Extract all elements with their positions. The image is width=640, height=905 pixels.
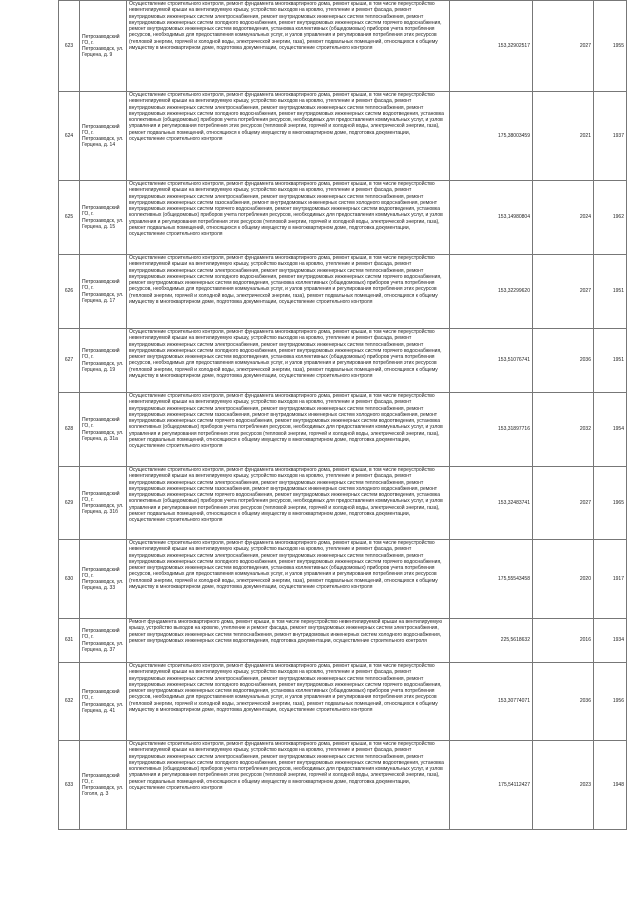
row-cost: 153,32902517 — [450, 1, 533, 92]
table-row — [59, 741, 627, 830]
row-works-cell — [127, 255, 450, 329]
row-address: Петрозаводский ГО, г. Петрозаводск, ул. Герцена, д. 31а — [80, 393, 127, 467]
row-address: Петрозаводский ГО, г. Петрозаводск, ул. Герцена, д. 33 — [80, 540, 127, 619]
document-page — [58, 0, 624, 830]
row-works: Осуществление строительного контроля, ремонт фундамента многоквартирного дома, ремонт крыши, в том числе переустройство невентилируемой крыши на вентилируемую крышу, устройство выходов на кровлю, утепление и ремонт фасада, ремонт внутридомовых инженерных систем электроснабжения, ремонт внутридомовых инженерных систем теплоснабжения, ремонт внутридомовых инженерных систем холодного водоснабжения, ремонт внутридомовых инженерных систем горячего водоснабжения, ремонт внутридомовых инженерных систем водоотведения, установка коллективных (общедомовых) приборов учета потребления ресурсов, необходимых для предоставления коммунальных услуг, и узлов управления и регулирования потребления этих ресурсов (тепловой энергии, горячей и холодной воды, электрической энергии, газа), ремонт подвальных помещений, относящихся к общему имуществу в многоквартирном доме, подготовка документации, осуществление строительного контроля — [129, 329, 442, 379]
row-built-year: 1937 — [594, 92, 627, 181]
row-works: Осуществление строительного контроля, ремонт фундамента многоквартирного дома, ремонт крыши, в том числе переустройство невентилируемой крыши на вентилируемую крышу, устройство выходов на кровлю, утепление и ремонт фасада, ремонт внутридомовых инженерных систем электроснабжения, ремонт внутридомовых инженерных систем теплоснабжения, ремонт внутридомовых инженерных систем газоснабжения, ремонт внутридомовых инженерных систем холодного водоснабжения, ремонт внутридомовых инженерных систем горячего водоснабжения, ремонт внутридомовых инженерных систем водоотведения, установка коллективных (общедомовых) приборов учета потребления ресурсов, необходимых для предоставления коммунальных услуг, и узлов управления и регулирования потребления этих ресурсов (тепловой энергии, горячей и холодной воды, электрической энергии, газа), ремонт подвальных помещений, относящихся к общему имуществу в многоквартирном доме, подготовка документации, осуществление строительного контроля — [129, 467, 443, 523]
row-works: Осуществление строительного контроля, ремонт фундамента многоквартирного дома, ремонт крыши, в том числе переустройство невентилируемой крыши на вентилируемую крышу, устройство выходов на кровлю, утепление и ремонт фасада, ремонт внутридомовых инженерных систем электроснабжения, ремонт внутридомовых инженерных систем теплоснабжения, ремонт внутридомовых инженерных систем холодного водоснабжения, ремонт внутридомовых инженерных систем горячего водоснабжения, ремонт внутридомовых инженерных систем водоотведения, установка коллективных (общедомовых) приборов учета потребления ресурсов, необходимых для предоставления коммунальных услуг, и узлов управления и регулирования потребления этих ресурсов (тепловой энергии, горячей и холодной воды, электрической энергии, газа), ремонт подвальных помещений, относящихся к общему имуществу в многоквартирном доме, подготовка документации, осуществление строительного контроля — [129, 540, 442, 590]
row-built-year: 1954 — [594, 393, 627, 467]
row-cost: 153,30774071 — [450, 663, 533, 741]
row-number: 624 — [59, 92, 80, 181]
row-works: Осуществление строительного контроля, ремонт фундамента многоквартирного дома, ремонт крыши, в том числе переустройство невентилируемой крыши на вентилируемую крышу, устройство выходов на кровлю, утепление и ремонт фасада, ремонт внутридомовых инженерных систем электроснабжения, ремонт внутридомовых инженерных систем теплоснабжения, ремонт внутридомовых инженерных систем газоснабжения, ремонт внутридомовых инженерных систем холодного водоснабжения, ремонт внутридомовых инженерных систем горячего водоснабжения, ремонт внутридомовых инженерных систем водоотведения, установка коллективных (общедомовых) приборов учета потребления ресурсов, необходимых для предоставления коммунальных услуг, и узлов управления и регулирования потребления этих ресурсов (тепловой энергии, горячей и холодной воды, электрической энергии, газа), ремонт подвальных помещений, относящихся к общему имуществу в многоквартирном доме, подготовка документации, осуществление строительного контроля — [129, 393, 443, 449]
row-cost: 175,38003459 — [450, 92, 533, 181]
row-address: Петрозаводский ГО, г. Петрозаводск, ул. Герцена, д. 14 — [80, 92, 127, 181]
row-year: 2027 — [533, 1, 594, 92]
row-works-cell — [127, 467, 450, 540]
table-row — [59, 619, 627, 663]
table-row — [59, 92, 627, 181]
row-works: Ремонт фундамента многоквартирного дома, ремонт крыши, в том числе переустройство невентилируемой крыши на вентилируемую крышу, устройство выходов на кровлю, утепление и ремонт фасада, ремонт внутридомовых инженерных систем электроснабжения, ремонт внутридомовых инженерных систем теплоснабжения, ремонт внутридомовых инженерных систем холодного водоснабжения, ремонт внутридомовых инженерных систем водоотведения, подготовка документации, осуществление строительного контроля — [129, 619, 443, 644]
row-year: 2021 — [533, 92, 594, 181]
row-cost: 175,54112427 — [450, 741, 533, 830]
row-built-year: 1962 — [594, 181, 627, 255]
row-address: Петрозаводский ГО, г. Петрозаводск, ул. Герцена, д. 15 — [80, 181, 127, 255]
row-works-cell — [127, 741, 450, 830]
row-year: 2036 — [533, 329, 594, 393]
capital-repair-table — [58, 0, 627, 830]
row-number: 626 — [59, 255, 80, 329]
row-cost: 153,32299620 — [450, 255, 533, 329]
row-built-year: 1951 — [594, 255, 627, 329]
table-row — [59, 467, 627, 540]
row-year: 2027 — [533, 255, 594, 329]
row-works-cell — [127, 181, 450, 255]
row-built-year: 1965 — [594, 467, 627, 540]
row-address: Петрозаводский ГО, г. Петрозаводск, ул. Герцена, д. 9 — [80, 1, 127, 92]
row-year: 2036 — [533, 663, 594, 741]
row-address: Петрозаводский ГО, г. Петрозаводск, ул. Герцена, д. 41 — [80, 663, 127, 741]
row-works-cell — [127, 1, 450, 92]
row-works: Осуществление строительного контроля, ремонт фундамента многоквартирного дома, ремонт крыши, в том числе переустройство невентилируемой крыши на вентилируемую крышу, устройство выходов на кровлю, утепление и ремонт фасада, ремонт внутридомовых инженерных систем электроснабжения, ремонт внутридомовых инженерных систем теплоснабжения, ремонт внутридомовых инженерных систем холодного водоснабжения, ремонт внутридомовых инженерных систем водоотведения, установка коллективных (общедомовых) приборов учета потребления ресурсов, необходимых для предоставления коммунальных услуг, и узлов управления и регулирования потребления этих ресурсов (тепловой энергии, горячей и холодной воды, электрической энергии, газа), ремонт подвальных помещений, относящихся к общему имуществу в многоквартирном доме, подготовка документации, осуществление строительного контроля — [129, 92, 444, 142]
row-number: 628 — [59, 393, 80, 467]
table-row — [59, 663, 627, 741]
row-built-year: 1951 — [594, 329, 627, 393]
table-row — [59, 255, 627, 329]
row-number: 630 — [59, 540, 80, 619]
row-number: 625 — [59, 181, 80, 255]
row-year: 2023 — [533, 741, 594, 830]
table-body — [59, 1, 627, 830]
row-number: 633 — [59, 741, 80, 830]
table-row — [59, 393, 627, 467]
row-works: Осуществление строительного контроля, ремонт фундамента многоквартирного дома, ремонт крыши, в том числе переустройство невентилируемой крыши на вентилируемую крышу, устройство выходов на кровлю, утепление и ремонт фасада, ремонт внутридомовых инженерных систем электроснабжения, ремонт внутридомовых инженерных систем теплоснабжения, ремонт внутридомовых инженерных систем холодного водоснабжения, ремонт внутридомовых инженерных систем водоотведения, установка коллективных (общедомовых) приборов учета потребления ресурсов, необходимых для предоставления коммунальных услуг, и узлов управления и регулирования потребления этих ресурсов (тепловой энергии, горячей и холодной воды, электрической энергии, газа), ремонт подвальных помещений, относящихся к общему имуществу в многоквартирном доме, подготовка документации, осуществление строительного контроля — [129, 741, 444, 791]
row-year: 2024 — [533, 181, 594, 255]
row-built-year: 1955 — [594, 1, 627, 92]
row-works-cell — [127, 540, 450, 619]
row-number: 632 — [59, 663, 80, 741]
row-number: 629 — [59, 467, 80, 540]
row-cost: 153,14980804 — [450, 181, 533, 255]
row-cost: 175,55543458 — [450, 540, 533, 619]
row-cost: 225,5618632 — [450, 619, 533, 663]
table-row — [59, 540, 627, 619]
row-built-year: 1917 — [594, 540, 627, 619]
row-number: 627 — [59, 329, 80, 393]
row-cost: 153,32483741 — [450, 467, 533, 540]
row-address: Петрозаводский ГО, г. Петрозаводск, ул. Герцена, д. 19 — [80, 329, 127, 393]
row-built-year: 1934 — [594, 619, 627, 663]
row-cost: 153,51076741 — [450, 329, 533, 393]
row-year: 2027 — [533, 467, 594, 540]
row-cost: 153,31897716 — [450, 393, 533, 467]
row-built-year: 1956 — [594, 663, 627, 741]
row-works: Осуществление строительного контроля, ремонт фундамента многоквартирного дома, ремонт крыши, в том числе переустройство невентилируемой крыши на вентилируемую крышу, устройство выходов на кровлю, утепление и ремонт фасада, ремонт внутридомовых инженерных систем электроснабжения, ремонт внутридомовых инженерных систем теплоснабжения, ремонт внутридомовых инженерных систем холодного водоснабжения, ремонт внутридомовых инженерных систем горячего водоснабжения, ремонт внутридомовых инженерных систем водоотведения, установка коллективных (общедомовых) приборов учета потребления ресурсов, необходимых для предоставления коммунальных услуг, и узлов управления и регулирования потребления этих ресурсов (тепловой энергии, горячей и холодной воды, электрической энергии, газа), ремонт подвальных помещений, относящихся к общему имуществу в многоквартирном доме, подготовка документации, осуществление строительного контроля — [129, 255, 442, 305]
row-works-cell — [127, 329, 450, 393]
row-year: 2032 — [533, 393, 594, 467]
row-address: Петрозаводский ГО, г. Петрозаводск, ул. Герцена, д. 31б — [80, 467, 127, 540]
row-year: 2020 — [533, 540, 594, 619]
row-works-cell — [127, 92, 450, 181]
row-address: Петрозаводский ГО, г. Петрозаводск, ул. Герцена, д. 37 — [80, 619, 127, 663]
row-year: 2016 — [533, 619, 594, 663]
table-row — [59, 329, 627, 393]
row-number: 631 — [59, 619, 80, 663]
row-works-cell — [127, 393, 450, 467]
table-row — [59, 181, 627, 255]
row-works: Осуществление строительного контроля, ремонт фундамента многоквартирного дома, ремонт крыши, в том числе переустройство невентилируемой крыши на вентилируемую крышу, устройство выходов на кровлю, утепление и ремонт фасада, ремонт внутридомовых инженерных систем электроснабжения, ремонт внутридомовых инженерных систем теплоснабжения, ремонт внутридомовых инженерных систем холодного водоснабжения, ремонт внутридомовых инженерных систем горячего водоснабжения, ремонт внутридомовых инженерных систем водоотведения, установка коллективных (общедомовых) приборов учета потребления ресурсов, необходимых для предоставления коммунальных услуг, и узлов управления и регулирования потребления этих ресурсов (тепловой энергии, горячей и холодной воды, электрической энергии, газа), ремонт подвальных помещений, относящихся к общему имуществу в многоквартирном доме, подготовка документации, осуществление строительного контроля — [129, 663, 442, 713]
row-works-cell — [127, 663, 450, 741]
row-works-cell — [127, 619, 450, 663]
row-number: 623 — [59, 1, 80, 92]
row-works: Осуществление строительного контроля, ремонт фундамента многоквартирного дома, ремонт крыши, в том числе переустройство невентилируемой крыши на вентилируемую крышу, устройство выходов на кровлю, утепление и ремонт фасада, ремонт внутридомовых инженерных систем электроснабжения, ремонт внутридомовых инженерных систем теплоснабжения, ремонт внутридомовых инженерных систем холодного водоснабжения, ремонт внутридомовых инженерных систем горячего водоснабжения, ремонт внутридомовых инженерных систем водоотведения, установка коллективных (общедомовых) приборов учета потребления ресурсов, необходимых для предоставления коммунальных услуг, и узлов управления и регулирования потребления этих ресурсов (тепловой энергии, горячей и холодной воды, электрической энергии, газа), ремонт подвальных помещений, относящихся к общему имуществу в многоквартирном доме, подготовка документации, осуществление строительного контроля — [129, 1, 442, 51]
row-address: Петрозаводский ГО, г. Петрозаводск, ул. Герцена, д. 17 — [80, 255, 127, 329]
table-row — [59, 1, 627, 92]
row-works: Осуществление строительного контроля, ремонт фундамента многоквартирного дома, ремонт крыши, в том числе переустройство невентилируемой крыши на вентилируемую крышу, устройство выходов на кровлю, утепление и ремонт фасада, ремонт внутридомовых инженерных систем электроснабжения, ремонт внутридомовых инженерных систем теплоснабжения, ремонт внутридомовых инженерных систем газоснабжения, ремонт внутридомовых инженерных систем холодного водоснабжения, ремонт внутридомовых инженерных систем горячего водоснабжения, ремонт внутридомовых инженерных систем водоотведения, установка коллективных (общедомовых) приборов учета потребления ресурсов, необходимых для предоставления коммунальных услуг, и узлов управления и регулирования потребления этих ресурсов (тепловой энергии, горячей и холодной воды, электрической энергии, газа), ремонт подвальных помещений, относящихся к общему имуществу в многоквартирном доме, подготовка документации, осуществление строительного контроля — [129, 181, 443, 237]
row-address: Петрозаводский ГО, г. Петрозаводск, ул. Гоголя, д. 3 — [80, 741, 127, 830]
row-built-year: 1948 — [594, 741, 627, 830]
